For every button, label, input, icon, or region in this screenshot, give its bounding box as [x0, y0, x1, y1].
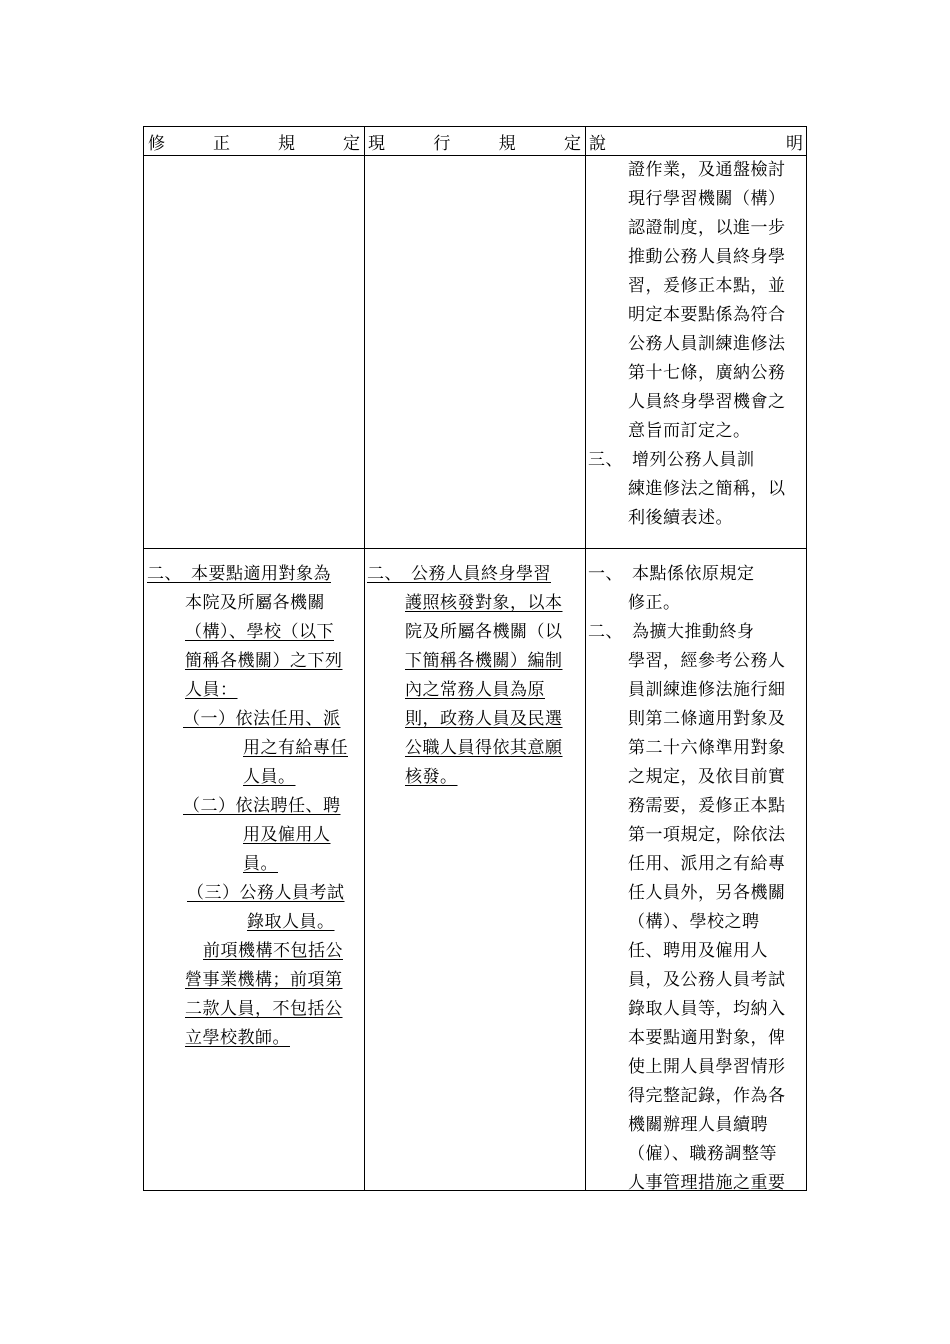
- text-line: 用及僱用人: [243, 825, 331, 845]
- text-line: 第一項規定，除依法: [628, 825, 786, 845]
- header-char: 正: [213, 133, 230, 154]
- header-char: 說: [589, 133, 606, 154]
- text-line: （構）、學校（以下: [185, 622, 334, 642]
- row1-explain-cell: [588, 156, 806, 533]
- text-line: 務需要，爰修正本點: [628, 796, 786, 816]
- text-line: 公職人員得依其意願: [405, 738, 563, 758]
- text-line: 護照核發對象，以本: [405, 593, 563, 613]
- comparison-table: [143, 126, 807, 1191]
- text-line: 使上開人員學習情形: [628, 1057, 786, 1077]
- text-line: 任、聘用及僱用人: [628, 941, 768, 961]
- text-line: 則，政務人員及民選: [405, 709, 563, 729]
- text-line: 人事管理措施之重要: [628, 1173, 786, 1193]
- text-line: 一、 本點係依原規定: [588, 564, 755, 584]
- text-line: 錄取人員。: [247, 912, 335, 932]
- header-char: 明: [786, 133, 803, 154]
- row2-explain-cell: [588, 560, 806, 1198]
- text-line: 意旨而訂定之。: [628, 421, 751, 441]
- text-line: 人員終身學習機會之: [628, 392, 786, 412]
- text-line: 二、 本要點適用對象為: [147, 564, 331, 584]
- row2-current-cell: [367, 560, 584, 792]
- text-line: 員，及公務人員考試: [628, 970, 786, 990]
- header-char: 修: [148, 133, 165, 154]
- text-line: 公務人員訓練進修法: [628, 334, 786, 354]
- text-line: 三、 增列公務人員訓: [588, 450, 755, 470]
- text-line: 第十七條，廣納公務: [628, 363, 786, 383]
- text-line: 員訓練進修法施行細: [628, 680, 786, 700]
- header-char: 定: [563, 133, 581, 154]
- text-line: 現行學習機關（構）: [628, 189, 786, 209]
- text-line: 下簡稱各機關）編制: [405, 651, 563, 671]
- text-line: 第二十六條準用對象: [628, 738, 786, 758]
- text-line: （三）公務人員考試: [187, 883, 345, 903]
- column-divider: [585, 127, 586, 1190]
- text-line: 得完整記錄，作為各: [628, 1086, 786, 1106]
- text-line: 任用、派用之有給專: [628, 854, 786, 874]
- text-line: 錄取人員等，均納入: [628, 999, 786, 1019]
- text-line: （二）依法聘任、聘: [183, 796, 341, 816]
- text-line: 人員：: [185, 680, 238, 700]
- text-line: 學習，經參考公務人: [628, 651, 786, 671]
- text-line: （構）、學校之聘: [628, 912, 760, 932]
- text-line: 習，爰修正本點，並: [628, 276, 786, 296]
- header-char: 現: [368, 133, 385, 154]
- text-line: 之規定，及依目前實: [628, 767, 786, 787]
- header-char: 規: [498, 133, 516, 154]
- column-divider: [364, 127, 365, 1190]
- text-line: 前項機構不包括公: [203, 941, 343, 961]
- text-line: （一）依法任用、派: [183, 709, 341, 729]
- text-line: 立學校教師。: [185, 1028, 290, 1048]
- text-line: 認證制度，以進一步: [628, 218, 786, 238]
- text-line: 機關辦理人員續聘: [628, 1115, 768, 1135]
- text-line: （僱）、職務調整等: [628, 1144, 777, 1164]
- text-line: 二款人員，不包括公: [185, 999, 343, 1019]
- text-line: 利後續表述。: [628, 508, 733, 528]
- text-line: 人員。: [243, 767, 296, 787]
- text-line: 本院及所屬各機關: [185, 593, 325, 613]
- header-char: 定: [343, 133, 360, 154]
- text-line: 練進修法之簡稱，以: [628, 479, 786, 499]
- row2-revised-cell: [147, 560, 363, 1053]
- text-line: 則第二條適用對象及: [628, 709, 786, 729]
- text-line: 院及所屬各機關（以: [405, 622, 563, 642]
- text-line: 證作業，及通盤檢討: [628, 160, 786, 180]
- text-line: 二、 為擴大推動終身: [588, 622, 755, 642]
- header-char: 規: [278, 133, 295, 154]
- header-current: [364, 127, 585, 155]
- text-line: 明定本要點係為符合: [628, 305, 786, 325]
- text-line: 核發。: [405, 767, 458, 787]
- text-line: 二、 公務人員終身學習: [367, 564, 551, 584]
- text-line: 內之常務人員為原: [405, 680, 545, 700]
- text-line: 修正。: [628, 593, 681, 613]
- header-char: 行: [433, 133, 451, 154]
- header-revised: [144, 127, 364, 155]
- text-line: 用之有給專任: [243, 738, 348, 758]
- text-line: 推動公務人員終身學: [628, 247, 786, 267]
- header-explain: [585, 127, 807, 155]
- text-line: 任人員外，另各機關: [628, 883, 786, 903]
- text-line: 員。: [243, 854, 278, 874]
- text-line: 營事業機構；前項第: [185, 970, 343, 990]
- text-line: 簡稱各機關）之下列: [185, 651, 343, 671]
- row-divider: [144, 548, 806, 549]
- text-line: 本要點適用對象，俾: [628, 1028, 786, 1048]
